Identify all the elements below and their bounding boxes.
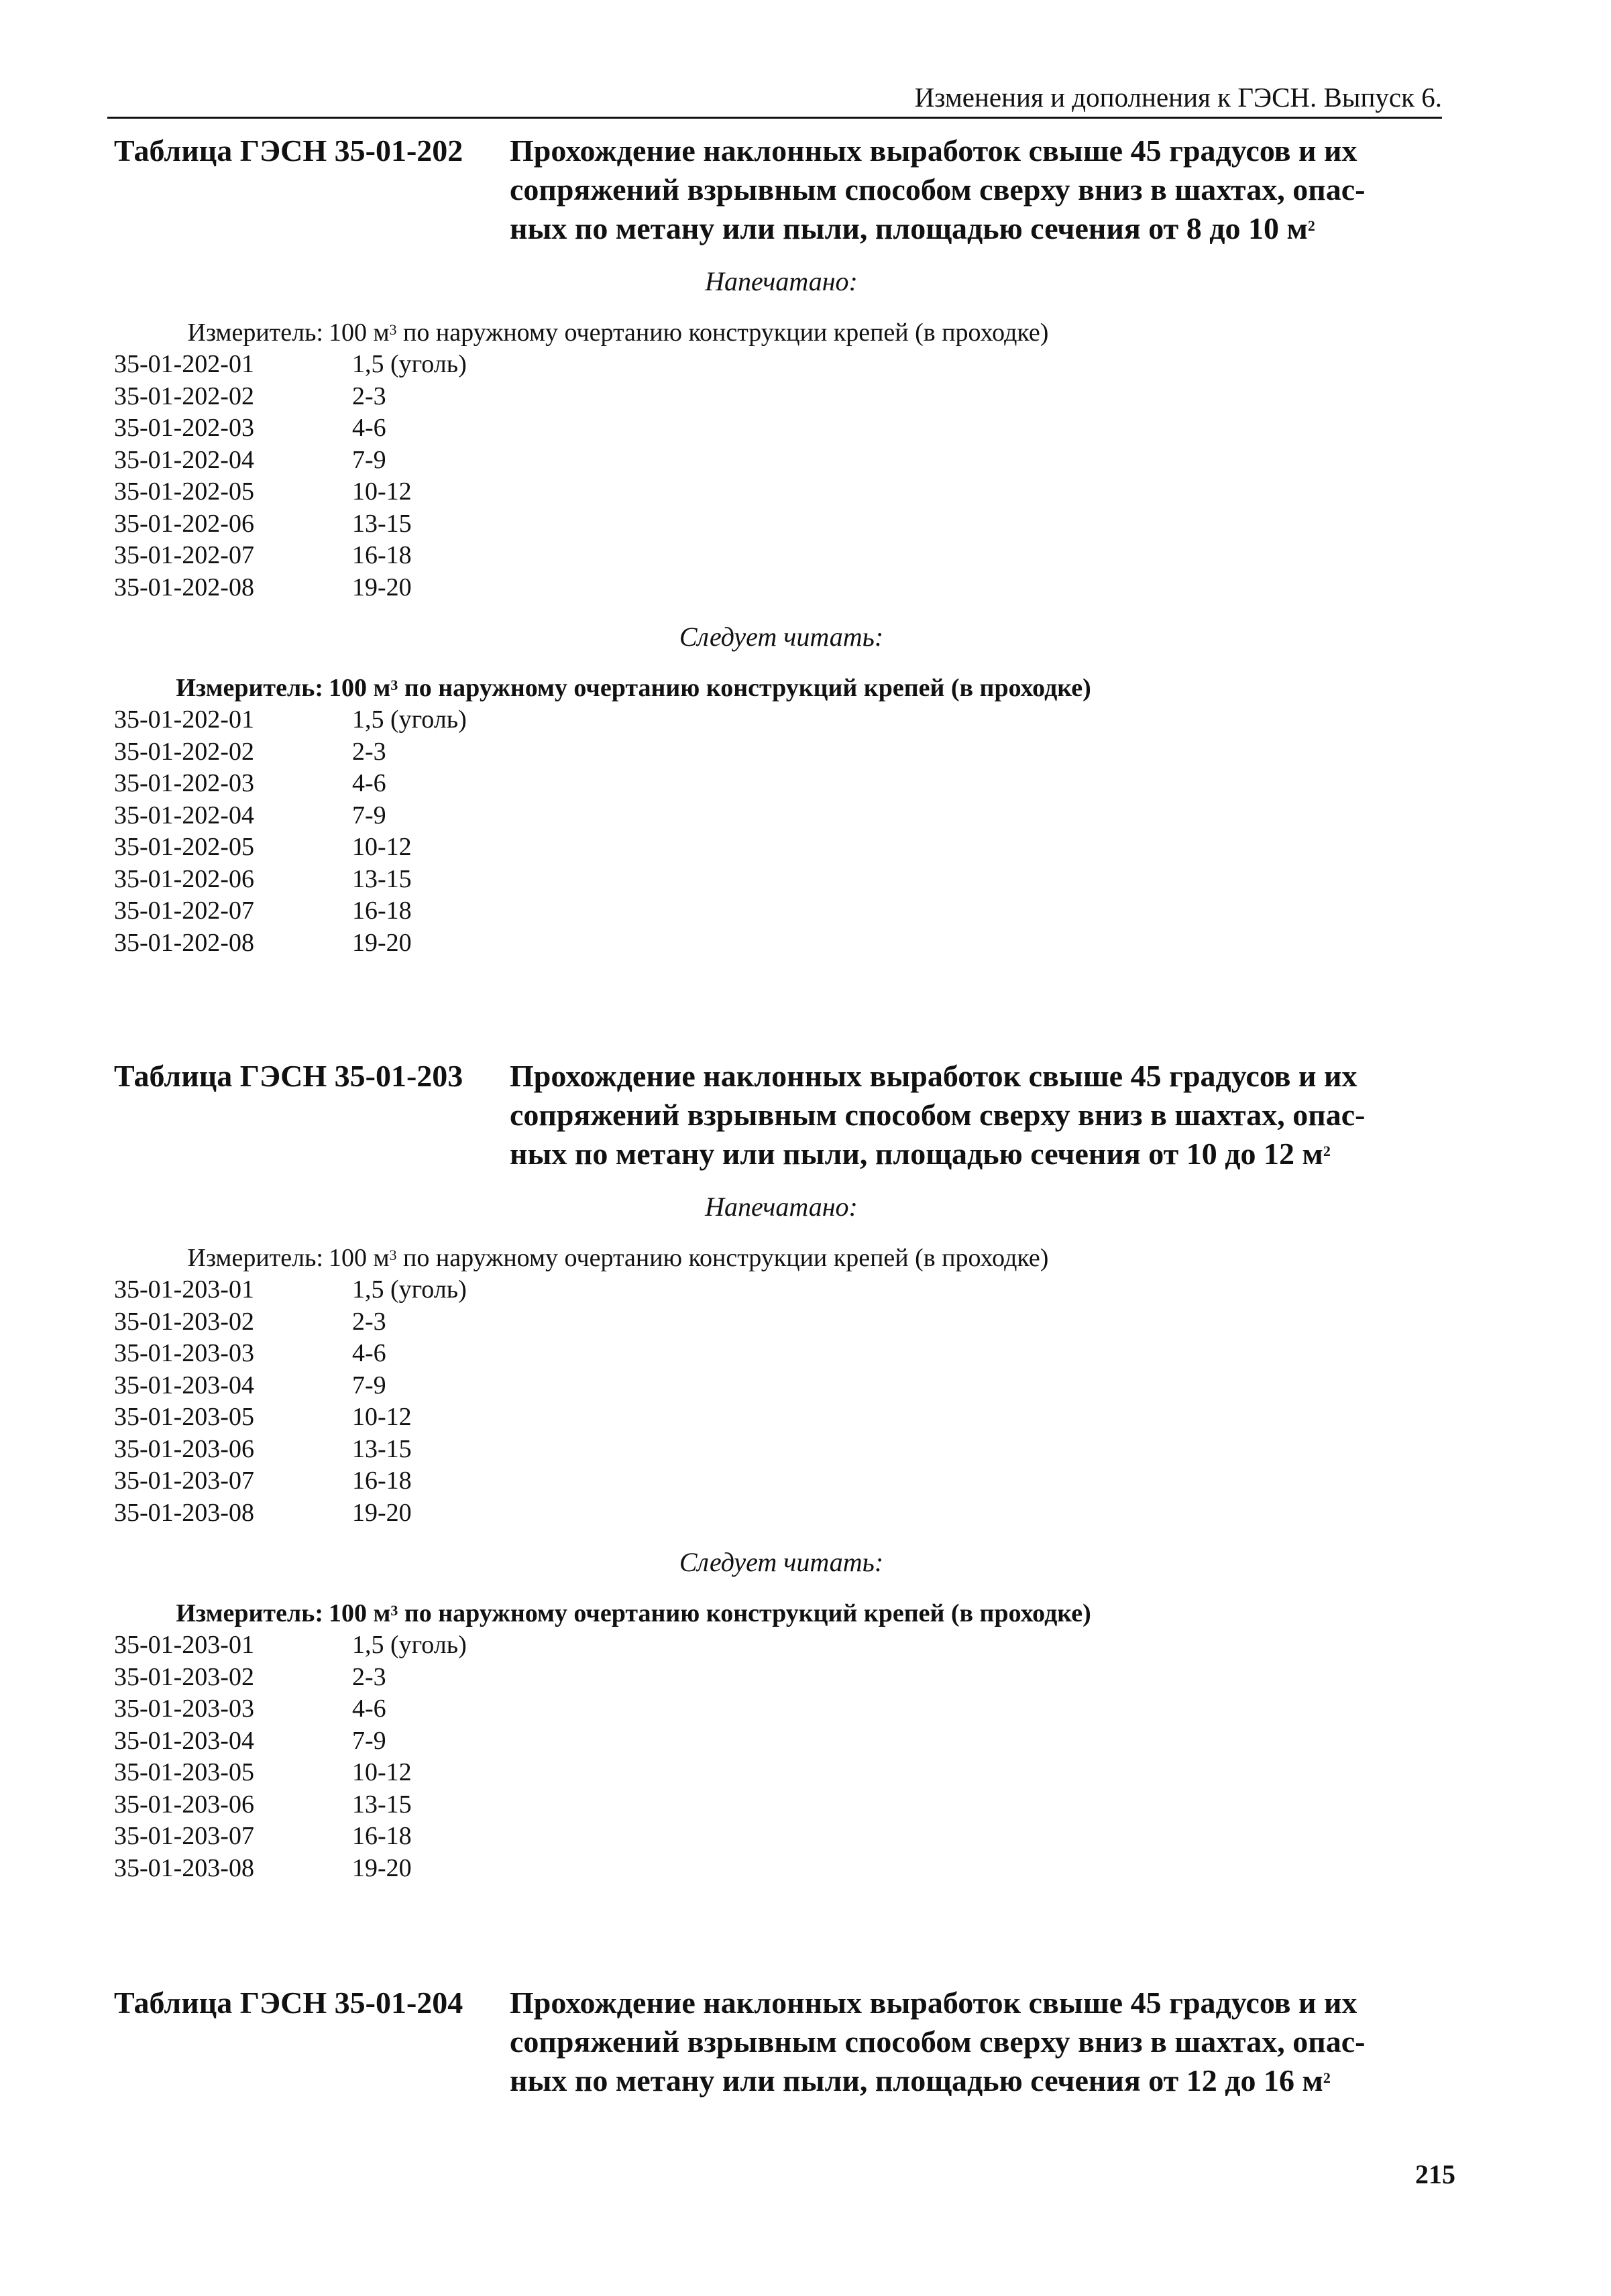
unit-line bbox=[114, 317, 1449, 349]
row-value: 19-20 bbox=[352, 1498, 412, 1527]
table-row bbox=[114, 1789, 1449, 1821]
row-value: 16-18 bbox=[352, 541, 412, 569]
table-row bbox=[114, 864, 1449, 896]
unit-desc: по наружному очертанию конструкций крепей (в проходке) bbox=[398, 1599, 1091, 1627]
table-row bbox=[114, 412, 1449, 445]
row-value: 7-9 bbox=[352, 445, 386, 474]
row-value: 19-20 bbox=[352, 928, 412, 957]
row-code: 35-01-203-07 bbox=[114, 1822, 254, 1850]
table-row bbox=[114, 704, 1449, 736]
title-line: Прохождение наклонных выработок свыше 45 градусов и их bbox=[510, 1986, 1357, 2020]
row-code: 35-01-203-08 bbox=[114, 1498, 254, 1527]
row-code: 35-01-202-06 bbox=[114, 509, 254, 538]
rows-printed-203 bbox=[114, 1274, 1449, 1529]
unit-value: 100 м bbox=[329, 1599, 391, 1627]
unit-line bbox=[114, 672, 1449, 704]
row-value: 4-6 bbox=[352, 414, 386, 442]
row-value: 13-15 bbox=[352, 864, 412, 893]
superscript: 3 bbox=[389, 321, 397, 338]
superscript: 2 bbox=[1323, 1143, 1331, 1159]
row-code: 35-01-202-06 bbox=[114, 864, 254, 893]
row-code: 35-01-202-07 bbox=[114, 897, 254, 925]
row-value: 1,5 (уголь) bbox=[352, 1631, 467, 1659]
unit-line bbox=[114, 1597, 1449, 1629]
table-row bbox=[114, 1370, 1449, 1402]
row-code: 35-01-203-05 bbox=[114, 1758, 254, 1786]
running-header: Изменения и дополнения к ГЭСН. Выпуск 6. bbox=[107, 79, 1442, 119]
table-title bbox=[114, 131, 1449, 248]
row-value: 2-3 bbox=[352, 1662, 386, 1691]
title-line: сопряжений взрывным способом сверху вниз в шахтах, опас- bbox=[510, 1098, 1366, 1132]
row-value: 4-6 bbox=[352, 1695, 386, 1723]
row-value: 10-12 bbox=[352, 1403, 412, 1431]
row-code: 35-01-202-01 bbox=[114, 350, 254, 378]
table-row bbox=[114, 1821, 1449, 1853]
row-value: 19-20 bbox=[352, 573, 412, 601]
row-value: 16-18 bbox=[352, 897, 412, 925]
row-code: 35-01-202-07 bbox=[114, 541, 254, 569]
row-value: 10-12 bbox=[352, 1758, 412, 1786]
row-code: 35-01-203-08 bbox=[114, 1853, 254, 1882]
table-row bbox=[114, 800, 1449, 832]
row-value: 16-18 bbox=[352, 1822, 412, 1850]
row-value: 7-9 bbox=[352, 801, 386, 829]
table-row bbox=[114, 445, 1449, 477]
table-title bbox=[114, 1057, 1449, 1173]
superscript: 3 bbox=[389, 1247, 397, 1263]
row-code: 35-01-203-01 bbox=[114, 1631, 254, 1659]
row-code: 35-01-202-05 bbox=[114, 477, 254, 506]
table-row bbox=[114, 1465, 1449, 1497]
row-value: 2-3 bbox=[352, 1307, 386, 1336]
row-code: 35-01-202-04 bbox=[114, 445, 254, 474]
table-row bbox=[114, 1274, 1449, 1306]
title-line: ных по метану или пыли, площадью сечения от 8 до 10 м bbox=[510, 211, 1308, 245]
row-value: 4-6 bbox=[352, 1339, 386, 1367]
table-row bbox=[114, 1629, 1449, 1662]
row-value: 1,5 (уголь) bbox=[352, 350, 467, 378]
corrected-heading: Следует читать: bbox=[679, 1547, 884, 1577]
table-row bbox=[114, 768, 1449, 800]
row-value: 2-3 bbox=[352, 382, 386, 410]
superscript: 3 bbox=[390, 677, 398, 693]
row-value: 10-12 bbox=[352, 833, 412, 861]
table-row bbox=[114, 349, 1449, 381]
table-row bbox=[114, 1401, 1449, 1434]
table-section-202 bbox=[114, 131, 1449, 959]
unit-line bbox=[114, 1242, 1449, 1274]
row-value: 13-15 bbox=[352, 1790, 412, 1819]
row-value: 7-9 bbox=[352, 1371, 386, 1399]
row-code: 35-01-203-03 bbox=[114, 1339, 254, 1367]
row-code: 35-01-202-08 bbox=[114, 573, 254, 601]
table-row bbox=[114, 1497, 1449, 1530]
table-title bbox=[114, 1984, 1449, 2100]
title-line: ных по метану или пыли, площадью сечения от 12 до 16 м bbox=[510, 2063, 1323, 2098]
superscript: 2 bbox=[1323, 2069, 1331, 2086]
row-value: 10-12 bbox=[352, 477, 412, 506]
row-code: 35-01-203-03 bbox=[114, 1695, 254, 1723]
unit-value: 100 м bbox=[329, 1244, 390, 1272]
row-value: 2-3 bbox=[352, 737, 386, 766]
superscript: 3 bbox=[390, 1602, 398, 1619]
row-code: 35-01-203-02 bbox=[114, 1662, 254, 1691]
row-code: 35-01-203-02 bbox=[114, 1307, 254, 1336]
unit-label: Измеритель: bbox=[187, 1244, 323, 1272]
table-row bbox=[114, 927, 1449, 960]
table-row bbox=[114, 736, 1449, 768]
unit-value: 100 м bbox=[329, 674, 391, 702]
page-number: 215 bbox=[1415, 2159, 1455, 2189]
table-label: Таблица ГЭСН 35-01-204 bbox=[114, 1986, 463, 2020]
row-code: 35-01-203-05 bbox=[114, 1403, 254, 1431]
title-line: Прохождение наклонных выработок свыше 45 градусов и их bbox=[510, 1059, 1357, 1093]
table-row bbox=[114, 540, 1449, 572]
rows-corrected-203 bbox=[114, 1629, 1449, 1884]
unit-desc: по наружному очертанию конструкции крепей (в проходке) bbox=[396, 1244, 1049, 1272]
row-value: 13-15 bbox=[352, 509, 412, 538]
row-value: 1,5 (уголь) bbox=[352, 1275, 467, 1304]
unit-label: Измеритель: bbox=[176, 674, 323, 702]
unit-label: Измеритель: bbox=[187, 319, 323, 347]
row-value: 13-15 bbox=[352, 1434, 412, 1463]
table-row bbox=[114, 508, 1449, 540]
row-code: 35-01-202-02 bbox=[114, 382, 254, 410]
table-row bbox=[114, 1306, 1449, 1338]
title-line: сопряжений взрывным способом сверху вниз в шахтах, опас- bbox=[510, 172, 1366, 207]
table-row bbox=[114, 1338, 1449, 1370]
superscript: 2 bbox=[1307, 217, 1315, 234]
row-code: 35-01-202-08 bbox=[114, 928, 254, 957]
unit-label: Измеритель: bbox=[176, 1599, 323, 1627]
row-value: 7-9 bbox=[352, 1726, 386, 1755]
row-value: 4-6 bbox=[352, 769, 386, 797]
row-code: 35-01-203-06 bbox=[114, 1790, 254, 1819]
table-row bbox=[114, 1693, 1449, 1725]
table-row bbox=[114, 1662, 1449, 1694]
table-label: Таблица ГЭСН 35-01-202 bbox=[114, 133, 463, 168]
row-code: 35-01-202-01 bbox=[114, 705, 254, 734]
table-row bbox=[114, 1434, 1449, 1466]
unit-desc: по наружному очертанию конструкций крепей (в проходке) bbox=[398, 674, 1091, 702]
table-row bbox=[114, 831, 1449, 864]
rows-corrected-202 bbox=[114, 704, 1449, 959]
table-section-203 bbox=[114, 1057, 1449, 1884]
row-code: 35-01-203-06 bbox=[114, 1434, 254, 1463]
row-code: 35-01-203-04 bbox=[114, 1371, 254, 1399]
printed-heading: Напечатано: bbox=[705, 266, 858, 296]
row-code: 35-01-202-03 bbox=[114, 414, 254, 442]
row-value: 1,5 (уголь) bbox=[352, 705, 467, 734]
table-row bbox=[114, 1853, 1449, 1885]
table-row bbox=[114, 381, 1449, 413]
row-code: 35-01-202-02 bbox=[114, 737, 254, 766]
table-row bbox=[114, 1757, 1449, 1789]
table-row bbox=[114, 895, 1449, 927]
printed-heading: Напечатано: bbox=[705, 1192, 858, 1222]
row-code: 35-01-202-03 bbox=[114, 769, 254, 797]
title-line: ных по метану или пыли, площадью сечения от 10 до 12 м bbox=[510, 1137, 1323, 1171]
table-section-204 bbox=[114, 1984, 1449, 2100]
row-code: 35-01-203-07 bbox=[114, 1467, 254, 1495]
table-row bbox=[114, 476, 1449, 508]
rows-printed-202 bbox=[114, 349, 1449, 604]
table-label: Таблица ГЭСН 35-01-203 bbox=[114, 1059, 463, 1093]
row-code: 35-01-203-04 bbox=[114, 1726, 254, 1755]
table-row bbox=[114, 1725, 1449, 1758]
title-line: сопряжений взрывным способом сверху вниз в шахтах, опас- bbox=[510, 2024, 1366, 2059]
title-line: Прохождение наклонных выработок свыше 45 градусов и их bbox=[510, 133, 1357, 168]
unit-value: 100 м bbox=[329, 319, 390, 347]
row-code: 35-01-202-04 bbox=[114, 801, 254, 829]
table-row bbox=[114, 572, 1449, 604]
row-value: 16-18 bbox=[352, 1467, 412, 1495]
row-code: 35-01-203-01 bbox=[114, 1275, 254, 1304]
row-value: 19-20 bbox=[352, 1853, 412, 1882]
corrected-heading: Следует читать: bbox=[679, 622, 884, 652]
row-code: 35-01-202-05 bbox=[114, 833, 254, 861]
unit-desc: по наружному очертанию конструкции крепей (в проходке) bbox=[396, 319, 1049, 347]
